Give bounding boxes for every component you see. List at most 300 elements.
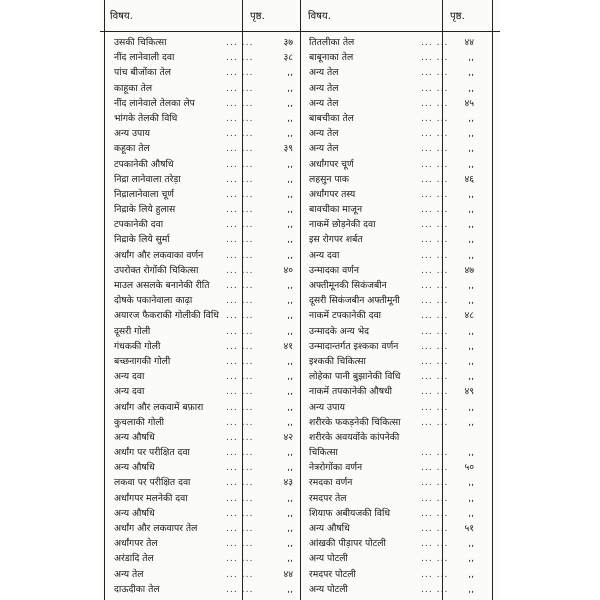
entry-leader-dots: ... ... bbox=[421, 143, 449, 155]
index-entry bbox=[309, 521, 474, 536]
index-entry bbox=[114, 415, 293, 430]
entry-subject: बच्छनागकी गोली bbox=[114, 355, 171, 367]
entry-leader-dots: ... ... bbox=[421, 310, 449, 322]
entry-page-number: ,, bbox=[468, 325, 474, 337]
entry-page-number: ,, bbox=[468, 82, 474, 94]
entry-subject: भांगके तेलकी विधि bbox=[114, 112, 178, 124]
index-entry bbox=[309, 35, 474, 50]
entry-subject: उन्मादान्तर्गत इश्कका वर्णन bbox=[309, 340, 399, 352]
entry-page-number: ,, bbox=[468, 568, 474, 580]
entry-leader-dots: ... ... bbox=[421, 447, 449, 459]
entry-subject: टपकानेकी औषधि bbox=[114, 158, 174, 170]
entry-page-number: ,, bbox=[287, 386, 293, 398]
entry-subject: अफ्तीमूनकी सिकंजबीन bbox=[309, 280, 387, 291]
entry-page-number: ,, bbox=[287, 173, 293, 185]
index-entry bbox=[309, 65, 474, 80]
entry-subject: नाकमें तपकानेकी औषधी bbox=[309, 386, 393, 398]
index-entry bbox=[309, 111, 474, 126]
entry-leader-dots: ... ... bbox=[226, 325, 254, 337]
index-entry bbox=[309, 460, 474, 475]
entry-subject: अन्य दवा bbox=[114, 371, 145, 383]
entry-subject: कुचलाकी गोली bbox=[114, 416, 165, 428]
entry-subject: अर्धांग और लकवाका वर्णन bbox=[114, 249, 204, 261]
entry-leader-dots: ... ... bbox=[226, 507, 254, 519]
index-entry bbox=[309, 430, 474, 445]
entry-page-number: ,, bbox=[468, 143, 474, 155]
entry-leader-dots: ... ... bbox=[421, 234, 449, 246]
entry-page-number: ,, bbox=[287, 234, 293, 246]
entry-leader-dots: ... ... bbox=[226, 158, 254, 170]
entry-subject: माउल असलके बनानेकी रीति bbox=[114, 280, 210, 291]
index-entry bbox=[309, 567, 474, 582]
left-page-header: पृष्ठ. bbox=[250, 11, 265, 22]
entry-subject: उसकी चिकित्सा bbox=[114, 37, 167, 48]
entry-leader-dots: ... ... bbox=[226, 188, 254, 200]
index-entry bbox=[309, 354, 474, 369]
entry-subject: अर्धांगपर चूर्ण bbox=[309, 158, 354, 170]
entry-page-number: ,, bbox=[468, 355, 474, 367]
entry-page-number: ३८ bbox=[283, 52, 293, 64]
index-entry bbox=[114, 400, 293, 415]
entry-subject: लहसुन पाक bbox=[309, 173, 349, 185]
entry-subject: अर्धांग और लकवापर तेल bbox=[114, 523, 198, 534]
index-entry bbox=[114, 567, 293, 582]
entry-page-number: ,, bbox=[468, 249, 474, 261]
index-entry bbox=[114, 232, 293, 247]
index-entry bbox=[114, 582, 293, 597]
index-entry bbox=[114, 172, 293, 187]
entry-subject: बाबूनाका तेल bbox=[309, 52, 354, 64]
entry-page-number: ,, bbox=[468, 538, 474, 550]
entry-page-number: ३९ bbox=[283, 143, 293, 155]
entry-page-number: ,, bbox=[287, 583, 293, 595]
entry-page-number: ,, bbox=[287, 507, 293, 519]
entry-subject: निद्राके लिये सुर्मा bbox=[114, 234, 170, 246]
entry-page-number: ,, bbox=[287, 371, 293, 383]
entry-subject: अन्य तेल bbox=[309, 82, 339, 94]
header-rule bbox=[100, 31, 500, 32]
entry-leader-dots: ... ... bbox=[226, 295, 254, 307]
entry-subject: अन्य पोटली bbox=[309, 553, 348, 565]
entry-subject: अन्य औषधि bbox=[114, 431, 155, 443]
entry-subject: शियाफ अबीयजकी विधि bbox=[309, 507, 391, 519]
index-entry bbox=[114, 217, 293, 232]
index-entry bbox=[114, 354, 293, 369]
entry-page-number: ४३ bbox=[283, 477, 293, 489]
entry-subject: अर्धांग पर परीक्षित दवा bbox=[114, 447, 190, 459]
entry-subject: उन्मादके अन्य भेद bbox=[309, 325, 369, 337]
entry-subject: अर्धांगपर मलनेकी दवा bbox=[114, 492, 188, 504]
entry-subject: शरीरके फकड़नेकी चिकित्सा bbox=[309, 416, 401, 428]
index-entry bbox=[309, 50, 474, 65]
entry-subject: निद्रा लानेवाला तरेड़ा bbox=[114, 173, 181, 185]
entry-leader-dots: ... ... bbox=[226, 568, 254, 580]
entry-page-number: ,, bbox=[468, 492, 474, 504]
entry-subject: अन्य औषधि bbox=[114, 462, 155, 474]
entry-leader-dots: ... ... bbox=[226, 523, 254, 534]
entry-page-number: ५० bbox=[464, 462, 474, 474]
entry-leader-dots: ... ... bbox=[421, 295, 449, 307]
entry-page-number: ,, bbox=[287, 128, 293, 140]
entry-page-number: ,, bbox=[287, 97, 293, 109]
entry-subject: दाऊदीका तेल bbox=[114, 583, 160, 595]
entry-leader-dots: ... ... bbox=[421, 128, 449, 140]
index-entry bbox=[114, 339, 293, 354]
right-entry-list bbox=[309, 35, 474, 597]
entry-page-number: ,, bbox=[468, 52, 474, 64]
index-entry bbox=[114, 445, 293, 460]
entry-subject: अर्धांगपर तेल bbox=[114, 538, 158, 550]
entry-leader-dots: ... ... bbox=[226, 583, 254, 595]
entry-page-number: ,, bbox=[287, 310, 293, 322]
entry-subject: निद्राके लिये हुलास bbox=[114, 204, 176, 216]
entry-page-number: ,, bbox=[287, 553, 293, 565]
entry-subject: अन्य तेल bbox=[309, 97, 339, 109]
index-entry bbox=[114, 202, 293, 217]
entry-subject: टपकानेकी दवा bbox=[114, 219, 164, 231]
entry-subject: बाबचीका तेल bbox=[309, 112, 354, 124]
entry-leader-dots: ... ... bbox=[421, 173, 449, 185]
index-entry bbox=[114, 324, 293, 339]
entry-subject: उन्मादका वर्णन bbox=[309, 264, 359, 276]
entry-page-number: ,, bbox=[287, 112, 293, 124]
entry-leader-dots: ... ... bbox=[226, 280, 254, 291]
index-entry bbox=[114, 369, 293, 384]
index-entry bbox=[309, 369, 474, 384]
entry-leader-dots: ... ... bbox=[421, 158, 449, 170]
entry-leader-dots: ... ... bbox=[226, 447, 254, 459]
entry-page-number: ,, bbox=[468, 507, 474, 519]
entry-leader-dots: ... ... bbox=[421, 507, 449, 519]
entry-subject: अर्धांगपर तस्य bbox=[309, 188, 356, 200]
entry-leader-dots: ... ... bbox=[421, 188, 449, 200]
entry-page-number: ,, bbox=[468, 477, 474, 489]
entry-subject: लकवा पर परीक्षित दवा bbox=[114, 477, 191, 489]
index-entry bbox=[114, 248, 293, 263]
entry-leader-dots: ... ... bbox=[421, 325, 449, 337]
entry-leader-dots: ... ... bbox=[226, 204, 254, 216]
entry-subject: अन्य तेल bbox=[114, 568, 144, 580]
entry-subject: अन्य उपाय bbox=[114, 128, 150, 140]
right-page-header: पृष्ठ. bbox=[450, 11, 465, 22]
entry-page-number: ,, bbox=[287, 219, 293, 231]
entry-subject: उपरोक्त रोगोंकी चिकित्सा bbox=[114, 264, 199, 276]
index-entry bbox=[309, 126, 474, 141]
index-entry bbox=[309, 217, 474, 232]
entry-leader-dots: ... ... bbox=[226, 97, 254, 109]
index-entry bbox=[114, 65, 293, 80]
entry-page-number: ,, bbox=[287, 416, 293, 428]
entry-leader-dots: ... ... bbox=[226, 37, 254, 48]
index-entry bbox=[114, 50, 293, 65]
entry-subject: रमदका वर्णन bbox=[309, 477, 353, 489]
entry-subject: दूसरी गोली bbox=[114, 325, 151, 337]
entry-leader-dots: ... ... bbox=[421, 523, 449, 534]
entry-leader-dots: ... ... bbox=[421, 583, 449, 595]
entry-page-number: ,, bbox=[468, 447, 474, 459]
index-entry bbox=[309, 202, 474, 217]
entry-page-number: ५१ bbox=[464, 523, 474, 534]
entry-leader-dots: ... ... bbox=[226, 538, 254, 550]
entry-subject: कहूका तेल bbox=[114, 143, 150, 155]
entry-subject: नाकमें छोड़नेकी दवा bbox=[309, 219, 376, 231]
index-entry bbox=[309, 551, 474, 566]
entry-page-number: ४४ bbox=[464, 37, 474, 48]
entry-subject: अन्य तेल bbox=[309, 128, 339, 140]
entry-leader-dots: ... ... bbox=[226, 67, 254, 79]
entry-leader-dots: ... ... bbox=[226, 219, 254, 231]
index-entry bbox=[309, 324, 474, 339]
entry-page-number: ,, bbox=[468, 204, 474, 216]
index-entry bbox=[114, 157, 293, 172]
entry-leader-dots: ... ... bbox=[421, 462, 449, 474]
index-entry bbox=[114, 308, 293, 323]
index-entry bbox=[309, 491, 474, 506]
entry-page-number: ,, bbox=[468, 112, 474, 124]
index-entry bbox=[114, 551, 293, 566]
entry-subject: अन्य औषधि bbox=[114, 507, 155, 519]
entry-subject: अन्य तेल bbox=[309, 143, 339, 155]
entry-page-number: ,, bbox=[468, 158, 474, 170]
index-entry bbox=[309, 232, 474, 247]
entry-subject: अन्य तेल bbox=[309, 67, 339, 79]
index-entry bbox=[114, 126, 293, 141]
entry-leader-dots: ... ... bbox=[226, 401, 254, 413]
entry-subject: अन्य दवा bbox=[114, 386, 145, 398]
entry-leader-dots: ... ... bbox=[226, 386, 254, 398]
index-entry bbox=[114, 263, 293, 278]
index-entry bbox=[114, 384, 293, 399]
index-page bbox=[100, 0, 500, 600]
entry-leader-dots: ... ... bbox=[226, 128, 254, 140]
index-entry bbox=[309, 81, 474, 96]
index-entry bbox=[309, 293, 474, 308]
entry-page-number: ४७ bbox=[464, 264, 474, 276]
entry-leader-dots: ... ... bbox=[421, 340, 449, 352]
entry-leader-dots: ... ... bbox=[226, 143, 254, 155]
entry-page-number: ४१ bbox=[283, 340, 293, 352]
entry-subject: अन्य पोटली bbox=[309, 583, 348, 595]
entry-page-number: ,, bbox=[287, 523, 293, 534]
index-entry bbox=[309, 157, 474, 172]
entry-page-number: ,, bbox=[287, 280, 293, 291]
entry-page-number: ४२ bbox=[283, 431, 293, 443]
entry-subject: इश्ककी चिकित्सा bbox=[309, 355, 366, 367]
entry-subject: रमदपर पोटली bbox=[309, 568, 356, 580]
entry-subject: तितलीका तेल bbox=[309, 37, 355, 48]
index-entry bbox=[309, 278, 474, 293]
entry-page-number: ,, bbox=[287, 188, 293, 200]
right-subject-header: विषय. bbox=[308, 11, 331, 22]
entry-page-number: ,, bbox=[468, 280, 474, 291]
entry-leader-dots: ... ... bbox=[421, 401, 449, 413]
index-entry bbox=[309, 506, 474, 521]
entry-subject: आंखकी पीड़ापर पोटली bbox=[309, 538, 386, 550]
entry-leader-dots: ... ... bbox=[421, 204, 449, 216]
entry-leader-dots: ... ... bbox=[421, 219, 449, 231]
entry-leader-dots: ... ... bbox=[421, 371, 449, 383]
entry-subject: नींद लानेवाले तेलका लेप bbox=[114, 97, 195, 109]
index-entry bbox=[309, 582, 474, 597]
entry-page-number: ,, bbox=[468, 128, 474, 140]
entry-leader-dots: ... ... bbox=[226, 355, 254, 367]
entry-subject: अन्य औषधि bbox=[309, 523, 350, 534]
entry-subject: बावचीका माजून bbox=[309, 204, 363, 216]
index-entry bbox=[114, 475, 293, 490]
entry-leader-dots: ... ... bbox=[421, 568, 449, 580]
entry-subject: अरंडादि तेल bbox=[114, 553, 154, 565]
entry-subject: रमदपर तेल bbox=[309, 492, 347, 504]
entry-leader-dots: ... ... bbox=[421, 67, 449, 79]
index-entry bbox=[114, 506, 293, 521]
entry-page-number: ,, bbox=[468, 219, 474, 231]
entry-leader-dots: ... ... bbox=[226, 477, 254, 489]
entry-page-number: ,, bbox=[468, 416, 474, 428]
index-entry bbox=[309, 445, 474, 460]
index-entry bbox=[309, 384, 474, 399]
entry-leader-dots: ... ... bbox=[226, 431, 254, 443]
entry-page-number: ,, bbox=[468, 340, 474, 352]
entry-page-number: ,, bbox=[468, 67, 474, 79]
index-entry bbox=[114, 430, 293, 445]
entry-page-number: ४४ bbox=[283, 568, 293, 580]
entry-page-number: ,, bbox=[468, 401, 474, 413]
entry-page-number: ,, bbox=[287, 492, 293, 504]
left-entry-list bbox=[114, 35, 293, 597]
entry-subject: अयारज फैकराकी गोलीकी विधि bbox=[114, 310, 219, 322]
entry-leader-dots: ... ... bbox=[421, 249, 449, 261]
entry-subject: नेत्ररोगोंका वर्णन bbox=[309, 462, 363, 474]
entry-page-number: ३७ bbox=[283, 37, 293, 48]
entry-subject: अन्य उपाय bbox=[309, 401, 345, 413]
column-divider bbox=[300, 0, 301, 600]
entry-page-number: ,, bbox=[287, 249, 293, 261]
entry-page-number: ,, bbox=[287, 401, 293, 413]
entry-page-number: ,, bbox=[287, 295, 293, 307]
entry-leader-dots: ... ... bbox=[226, 553, 254, 565]
entry-page-number: ,, bbox=[287, 355, 293, 367]
index-entry bbox=[309, 263, 474, 278]
entry-leader-dots: ... ... bbox=[226, 462, 254, 474]
index-entry bbox=[114, 460, 293, 475]
index-entry bbox=[114, 278, 293, 293]
index-entry bbox=[309, 141, 474, 156]
entry-leader-dots: ... ... bbox=[226, 52, 254, 64]
entry-leader-dots: ... ... bbox=[421, 280, 449, 291]
entry-leader-dots: ... ... bbox=[226, 310, 254, 322]
entry-subject: लोहेका पानी बुझानेकी विधि bbox=[309, 371, 401, 383]
entry-subject: इस रोगपर शर्बत bbox=[309, 234, 363, 246]
index-entry bbox=[114, 521, 293, 536]
entry-leader-dots: ... ... bbox=[421, 553, 449, 565]
entry-leader-dots: ... ... bbox=[421, 386, 449, 398]
entry-leader-dots: ... ... bbox=[226, 340, 254, 352]
entry-page-number: ,, bbox=[468, 295, 474, 307]
entry-leader-dots: ... ... bbox=[226, 173, 254, 185]
entry-subject: शरीरके अवयवोंके कांपनेकी bbox=[309, 431, 400, 443]
entry-leader-dots: ... ... bbox=[421, 492, 449, 504]
entry-subject: चिकित्सा bbox=[309, 447, 338, 459]
left-border-line bbox=[104, 0, 105, 600]
index-entry bbox=[114, 96, 293, 111]
entry-subject: अन्य दवा bbox=[309, 249, 340, 261]
entry-subject: नाकमें टपकानेकी दवा bbox=[309, 310, 382, 322]
entry-subject: नींद लानेवाली दवा bbox=[114, 52, 175, 64]
index-entry bbox=[309, 536, 474, 551]
entry-page-number: ,, bbox=[468, 188, 474, 200]
entry-leader-dots: ... ... bbox=[226, 112, 254, 124]
entry-leader-dots: ... ... bbox=[226, 82, 254, 94]
entry-subject: पांच बीजोंका तेल bbox=[114, 67, 171, 79]
entry-page-number: ४० bbox=[283, 264, 293, 276]
entry-page-number: ४६ bbox=[464, 173, 474, 185]
index-entry bbox=[309, 400, 474, 415]
entry-leader-dots: ... ... bbox=[421, 82, 449, 94]
index-entry bbox=[114, 35, 293, 50]
entry-page-number: ,, bbox=[468, 583, 474, 595]
index-entry bbox=[114, 111, 293, 126]
entry-leader-dots: ... ... bbox=[226, 492, 254, 504]
entry-leader-dots: ... ... bbox=[226, 249, 254, 261]
index-entry bbox=[309, 172, 474, 187]
entry-leader-dots: ... ... bbox=[421, 112, 449, 124]
entry-subject: निद्रालानेवाला चूर्ण bbox=[114, 188, 174, 200]
entry-page-number: ,, bbox=[287, 82, 293, 94]
entry-page-number: ,, bbox=[287, 204, 293, 216]
index-entry bbox=[309, 248, 474, 263]
index-entry bbox=[309, 415, 474, 430]
entry-leader-dots: ... ... bbox=[421, 37, 449, 48]
entry-leader-dots: ... ... bbox=[226, 234, 254, 246]
entry-page-number: ,, bbox=[287, 538, 293, 550]
entry-leader-dots: ... ... bbox=[421, 97, 449, 109]
right-border-line bbox=[492, 0, 493, 600]
entry-page-number: ,, bbox=[287, 325, 293, 337]
entry-subject: गंधककी गोली bbox=[114, 340, 161, 352]
index-entry bbox=[114, 536, 293, 551]
entry-page-number: ४५ bbox=[464, 97, 474, 109]
index-entry bbox=[309, 308, 474, 323]
entry-page-number: ,, bbox=[468, 234, 474, 246]
entry-page-number: ,, bbox=[468, 371, 474, 383]
index-entry bbox=[114, 81, 293, 96]
entry-leader-dots: ... ... bbox=[421, 416, 449, 428]
index-entry bbox=[114, 141, 293, 156]
index-entry bbox=[114, 187, 293, 202]
entry-subject: अर्धांग और लकवामें बफ़ारा bbox=[114, 401, 204, 413]
entry-leader-dots: ... ... bbox=[226, 264, 254, 276]
entry-leader-dots: ... ... bbox=[421, 538, 449, 550]
entry-subject: दूसरी सिकंजबीन अफ्तीमूनी bbox=[309, 295, 400, 307]
entry-subject: काहूका तेल bbox=[114, 82, 153, 94]
left-subject-header: विषय. bbox=[110, 11, 133, 22]
index-entry bbox=[309, 187, 474, 202]
entry-page-number: ,, bbox=[468, 553, 474, 565]
entry-leader-dots: ... ... bbox=[421, 52, 449, 64]
entry-page-number: ,, bbox=[287, 447, 293, 459]
entry-page-number: ,, bbox=[287, 158, 293, 170]
entry-leader-dots: ... ... bbox=[421, 355, 449, 367]
entry-leader-dots: ... ... bbox=[421, 264, 449, 276]
index-entry bbox=[309, 339, 474, 354]
entry-page-number: ,, bbox=[287, 462, 293, 474]
index-entry bbox=[114, 293, 293, 308]
entry-page-number: ४८ bbox=[464, 310, 474, 322]
index-entry bbox=[114, 491, 293, 506]
entry-leader-dots: ... ... bbox=[421, 477, 449, 489]
index-entry bbox=[309, 475, 474, 490]
entry-subject: दोषके पकानेवाला काढ़ा bbox=[114, 295, 193, 307]
